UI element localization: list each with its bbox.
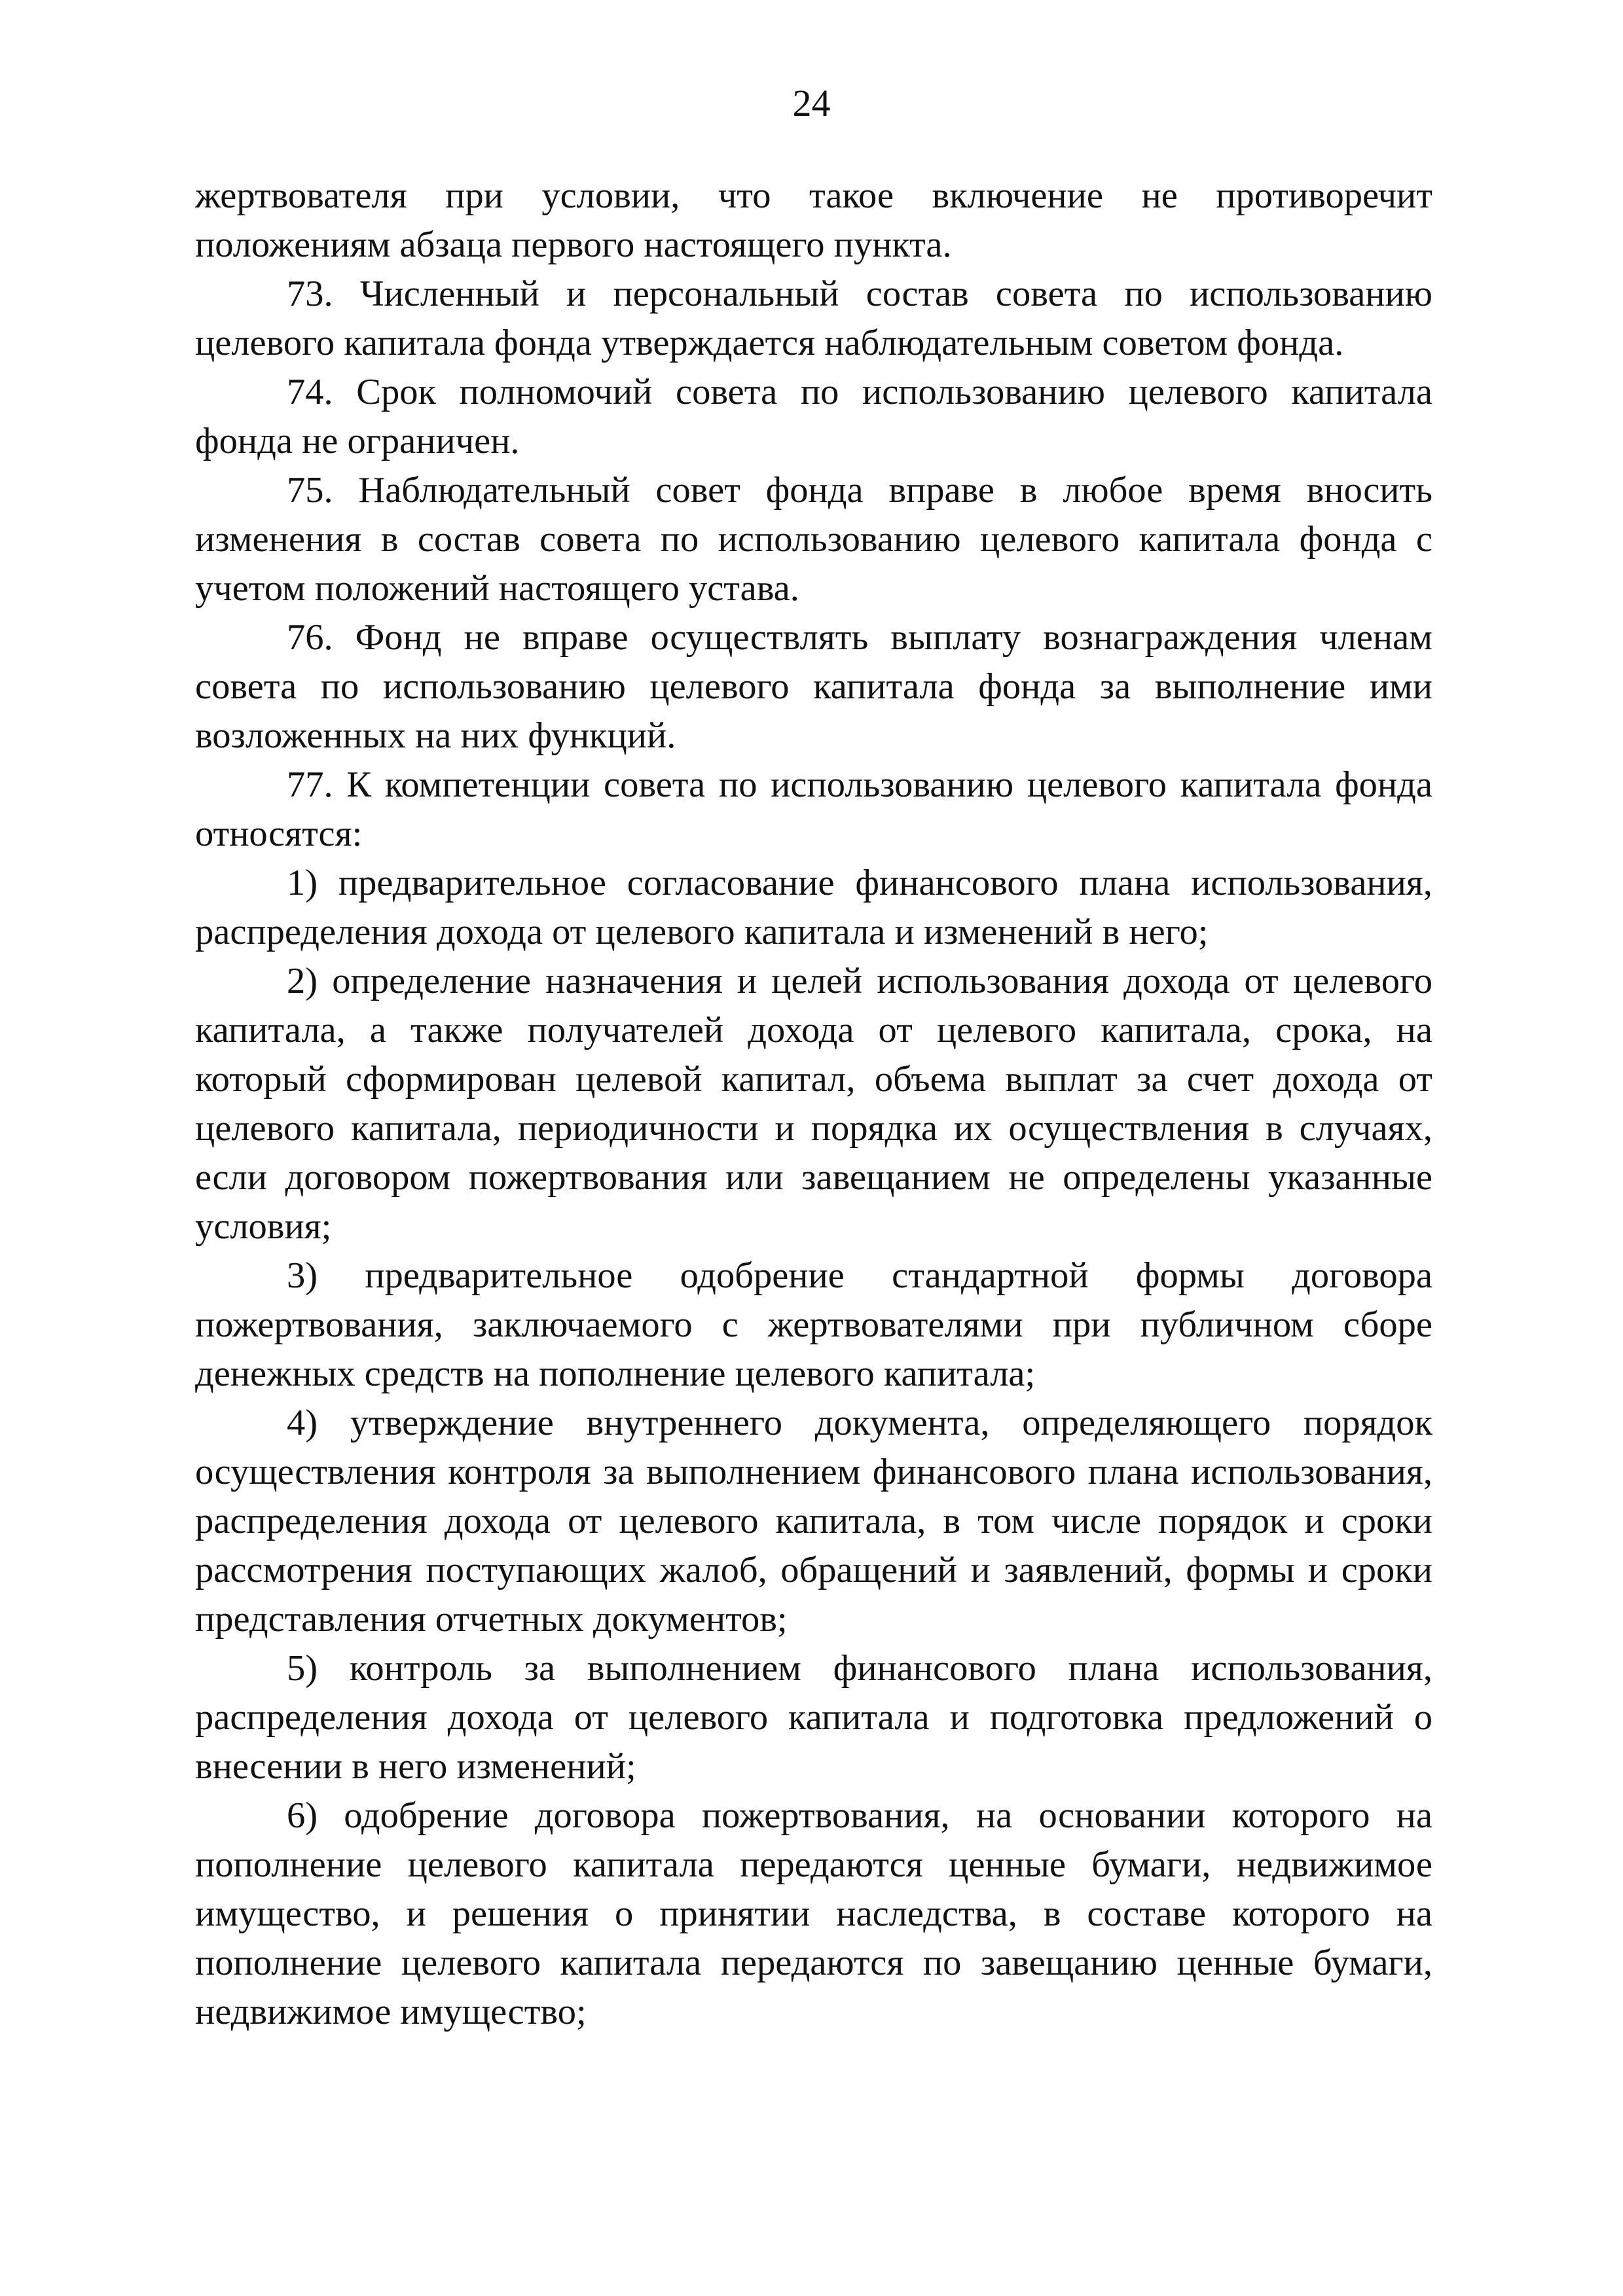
paragraph-74: 74. Срок полномочий совета по использованию целевого капитала фонда не ограничен.	[195, 372, 1432, 461]
list-item-6: 6) одобрение договора пожертвования, на основании которого на пополнение целевого капитала передаются ценные бумаги, недвижимое имущество, и решения о принятии наследства, в составе которого на пополнение целевого капитала передаются по завещанию ценные бумаги, недвижимое имущество;	[195, 1795, 1432, 2032]
list-item-3: 3) предварительное одобрение стандартной формы договора пожертвования, заключаемого с жертвователями при публичном сборе денежных средств на пополнение целевого капитала;	[195, 1255, 1432, 1394]
paragraph-continuation: жертвователя при условии, что такое включение не противоречит положениям абзаца первого настоящего пункта.	[195, 175, 1432, 265]
list-item-2: 2) определение назначения и целей использования дохода от целевого капитала, а также получателей дохода от целевого капитала, срока, на который сформирован целевой капитал, объема выплат за счет дохода от целевого капитала, периодичности и порядка их осуществления в случаях, если договором пожертвования или завещанием не определены указанные условия;	[195, 961, 1432, 1247]
list-item-5: 5) контроль за выполнением финансового плана использования, распределения дохода от целевого капитала и подготовка предложений о внесении в него изменений;	[195, 1648, 1432, 1787]
list-item-1: 1) предварительное согласование финансового плана использования, распределения дохода от целевого капитала и изменений в него;	[195, 863, 1432, 952]
paragraph-76: 76. Фонд не вправе осуществлять выплату вознаграждения членам совета по использованию целевого капитала фонда за выполнение ими возложенных на них функций.	[195, 617, 1432, 756]
document-body	[195, 171, 1432, 2037]
paragraph-75: 75. Наблюдательный совет фонда вправе в любое время вносить изменения в состав совета по использованию целевого капитала фонда с учетом положений настоящего устава.	[195, 470, 1432, 609]
list-item-4: 4) утверждение внутреннего документа, определяющего порядок осуществления контроля за выполнением финансового плана использования, распределения дохода от целевого капитала, в том числе порядок и сроки рассмотрения поступающих жалоб, обращений и заявлений, формы и сроки представления отчетных документов;	[195, 1403, 1432, 1640]
paragraph-77: 77. К компетенции совета по использованию целевого капитала фонда относятся:	[195, 764, 1432, 854]
paragraph-73: 73. Численный и персональный состав совета по использованию целевого капитала фонда утверждается наблюдательным советом фонда.	[195, 274, 1432, 363]
page-number: 24	[792, 82, 831, 124]
